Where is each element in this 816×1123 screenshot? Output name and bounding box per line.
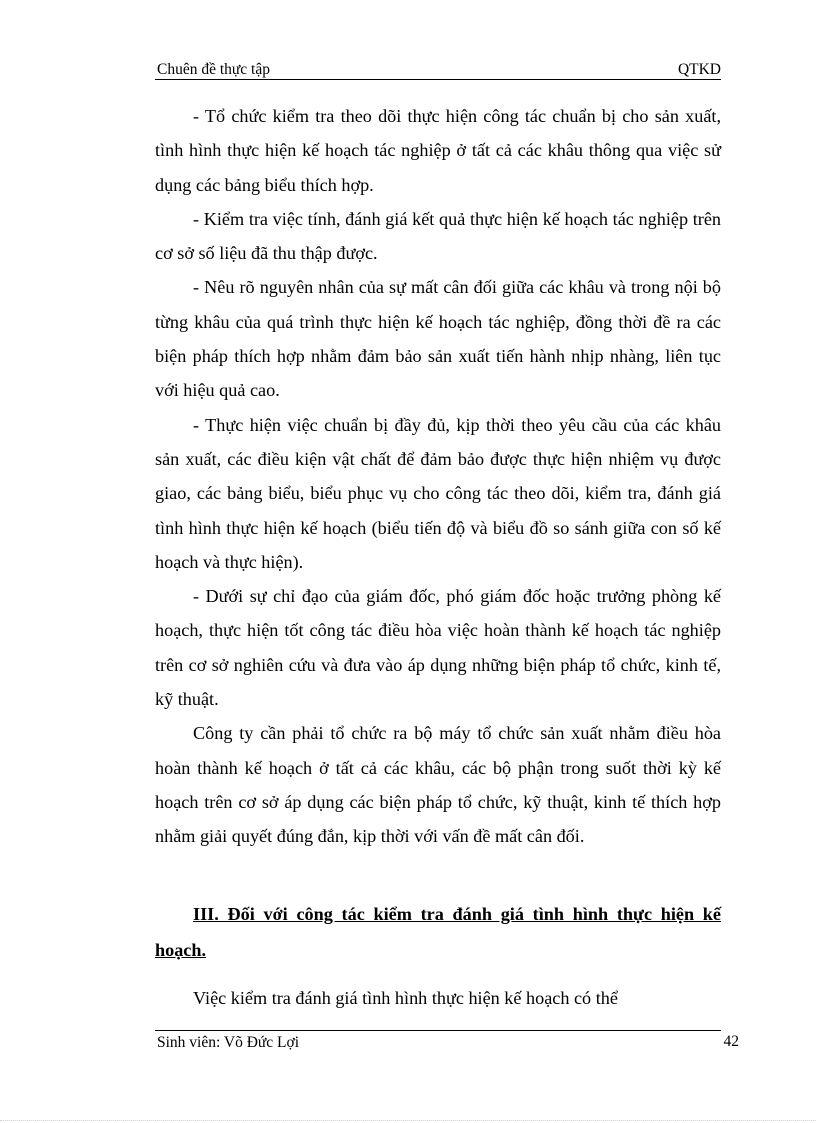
- page-edge-divider: [0, 1120, 816, 1121]
- paragraph: - Kiểm tra việc tính, đánh giá kết quả thực hiện kế hoạch tác nghiệp trên cơ sở số liệu đã thu thập được.: [155, 208, 721, 264]
- paragraph: - Dưới sự chỉ đạo của giám đốc, phó giám đốc hoặc trưởng phòng kế hoạch, thực hiện tốt công tác điều hòa việc hoàn thành kế hoạch tác nghiệp trên cơ sở nghiên cứu và đưa vào áp dụng những biện pháp tổ chức, kinh tế, kỹ thuật.: [155, 586, 721, 710]
- paragraph: Việc kiểm tra đánh giá tình hình thực hiện kế hoạch có thể: [193, 988, 618, 1008]
- header-subject: QTKD: [677, 61, 721, 78]
- page-number: 42: [723, 1033, 739, 1050]
- page-header: [155, 58, 721, 80]
- footer-rule: [155, 1030, 721, 1031]
- paragraph: - Thực hiện việc chuẩn bị đầy đủ, kịp thời theo yêu cầu của các khâu sản xuất, các điều kiện vật chất để đảm bảo được thực hiện nhiệm vụ được giao, các bảng biểu, biểu phục vụ cho công tác theo dõi, kiểm tra, đánh giá tình hình thực hiện kế hoạch (biểu tiến độ và biểu đồ so sánh giữa con số kế hoạch và thực hiện).: [155, 414, 721, 572]
- body-text: [155, 99, 721, 854]
- paragraph: Công ty cần phải tổ chức ra bộ máy tổ chức sản xuất nhằm điều hòa hoàn thành kế hoạch ở tất cả các khâu, các bộ phận trong suốt thời kỳ kế hoạch trên cơ sở áp dụng các biện pháp tổ chức, kỹ thuật, kinh tế thích hợp nhằm giải quyết đúng đắn, kịp thời với vấn đề mất cân đối.: [155, 723, 721, 847]
- paragraph: - Tổ chức kiểm tra theo dõi thực hiện công tác chuẩn bị cho sản xuất, tình hình thực hiện kế hoạch tác nghiệp ở tất cả các khâu thông qua việc sử dụng các bảng biểu thích hợp.: [155, 106, 721, 195]
- header-title: Chuên đề thực tập: [157, 61, 270, 78]
- footer-author: Sinh viên: Võ Đức Lợi: [157, 1034, 300, 1051]
- section-heading: III. Đối với công tác kiểm tra đánh giá tình hình thực hiện kế hoạch.: [155, 904, 721, 960]
- header-rule: [155, 79, 721, 80]
- paragraph: - Nêu rõ nguyên nhân của sự mất cân đối giữa các khâu và trong nội bộ từng khâu của quá trình thực hiện kế hoạch tác nghiệp, đồng thời đề ra các biện pháp thích hợp nhằm đảm bảo sản xuất tiến hành nhịp nhàng, liên tục với hiệu quả cao.: [155, 277, 721, 401]
